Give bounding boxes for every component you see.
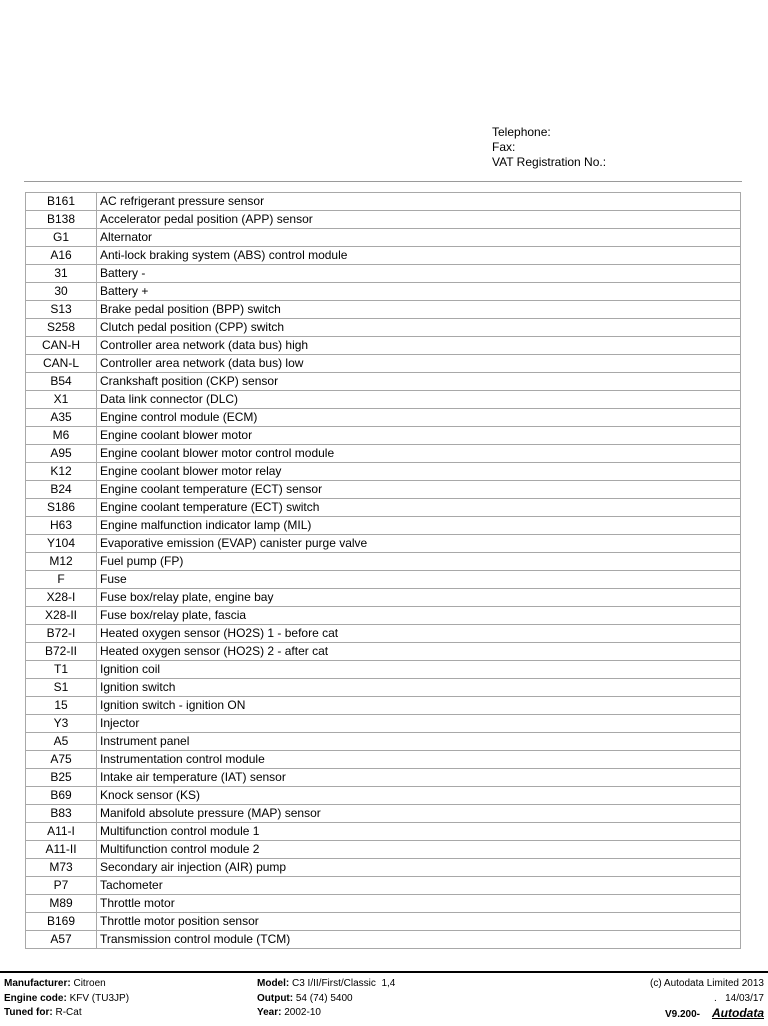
component-description: Fuel pump (FP) — [97, 553, 741, 571]
component-description: Secondary air injection (AIR) pump — [97, 859, 741, 877]
engine-code-label: Engine code: — [4, 992, 67, 1004]
fax-label: Fax: — [492, 140, 516, 154]
component-code: A16 — [26, 247, 97, 265]
component-description: AC refrigerant pressure sensor — [97, 193, 741, 211]
component-code: A11-II — [26, 841, 97, 859]
output-value: 54 (74) 5400 — [295, 992, 353, 1004]
component-description: Injector — [97, 715, 741, 733]
component-code: B54 — [26, 373, 97, 391]
component-description: Fuse box/relay plate, engine bay — [97, 589, 741, 607]
table-row — [26, 697, 741, 715]
model-label: Model: — [257, 978, 290, 989]
component-description: Tachometer — [97, 877, 741, 895]
component-description: Battery + — [97, 283, 741, 301]
table-row — [26, 463, 741, 481]
component-description: Alternator — [97, 229, 741, 247]
component-code: M6 — [26, 427, 97, 445]
component-code: A95 — [26, 445, 97, 463]
table-row — [26, 535, 741, 553]
table-row — [26, 301, 741, 319]
table-row — [26, 553, 741, 571]
component-description: Engine coolant temperature (ECT) sensor — [97, 481, 741, 499]
component-code: H63 — [26, 517, 97, 535]
component-code: B169 — [26, 913, 97, 931]
footer-vehicle-info — [4, 977, 129, 1021]
table-row — [26, 265, 741, 283]
component-code: F — [26, 571, 97, 589]
table-row — [26, 391, 741, 409]
table-row — [26, 481, 741, 499]
table-row — [26, 715, 741, 733]
component-code: CAN-L — [26, 355, 97, 373]
component-description: Fuse — [97, 571, 741, 589]
component-description: Crankshaft position (CKP) sensor — [97, 373, 741, 391]
component-code: M12 — [26, 553, 97, 571]
vat-label: VAT Registration No.: — [492, 155, 607, 169]
table-row — [26, 517, 741, 535]
component-code: M73 — [26, 859, 97, 877]
table-row — [26, 337, 741, 355]
table-row — [26, 319, 741, 337]
component-description: Accelerator pedal position (APP) sensor — [97, 211, 741, 229]
component-description: Multifunction control module 2 — [97, 841, 741, 859]
table-row — [26, 283, 741, 301]
table-row — [26, 805, 741, 823]
component-code: K12 — [26, 463, 97, 481]
component-description: Ignition switch — [97, 679, 741, 697]
table-row — [26, 409, 741, 427]
component-description: Engine control module (ECM) — [97, 409, 741, 427]
table-row — [26, 355, 741, 373]
legend-table-body — [26, 193, 741, 949]
component-description: Clutch pedal position (CPP) switch — [97, 319, 741, 337]
table-row — [26, 751, 741, 769]
component-code: G1 — [26, 229, 97, 247]
component-description: Manifold absolute pressure (MAP) sensor — [97, 805, 741, 823]
component-description: Heated oxygen sensor (HO2S) 2 - after cat — [97, 643, 741, 661]
autodata-logo: Autodata — [712, 1006, 764, 1020]
table-row — [26, 913, 741, 931]
table-row — [26, 373, 741, 391]
header-divider — [24, 181, 742, 182]
component-description: Brake pedal position (BPP) switch — [97, 301, 741, 319]
table-row — [26, 571, 741, 589]
table-row — [26, 895, 741, 913]
component-code: B83 — [26, 805, 97, 823]
component-code: 15 — [26, 697, 97, 715]
contact-block — [492, 125, 606, 170]
component-description: Engine coolant blower motor relay — [97, 463, 741, 481]
table-row — [26, 931, 741, 949]
component-legend-table — [25, 192, 741, 949]
table-row — [26, 499, 741, 517]
footer-publisher-info — [650, 977, 764, 1023]
component-code: 30 — [26, 283, 97, 301]
manufacturer-value: Citroen — [73, 978, 106, 989]
component-description: Battery - — [97, 265, 741, 283]
component-code: B24 — [26, 481, 97, 499]
component-code: X28-I — [26, 589, 97, 607]
document-footer — [0, 971, 768, 1026]
component-description: Intake air temperature (IAT) sensor — [97, 769, 741, 787]
component-description: Ignition switch - ignition ON — [97, 697, 741, 715]
component-code: B69 — [26, 787, 97, 805]
component-code: A35 — [26, 409, 97, 427]
component-code: B161 — [26, 193, 97, 211]
tuned-for-label: Tuned for: — [4, 1007, 53, 1018]
component-code: A75 — [26, 751, 97, 769]
component-code: A11-I — [26, 823, 97, 841]
component-code: X28-II — [26, 607, 97, 625]
component-code: CAN-H — [26, 337, 97, 355]
component-description: Fuse box/relay plate, fascia — [97, 607, 741, 625]
component-code: A57 — [26, 931, 97, 949]
table-row — [26, 445, 741, 463]
version-text: V9.200- — [664, 1009, 700, 1020]
component-code: 31 — [26, 265, 97, 283]
component-code: P7 — [26, 877, 97, 895]
engine-code-value: KFV (TU3JP) — [69, 992, 130, 1004]
component-code: B138 — [26, 211, 97, 229]
model-value: C3 I/II/First/Classic 1,4 — [292, 978, 396, 989]
component-code: B25 — [26, 769, 97, 787]
telephone-label: Telephone: — [492, 125, 551, 139]
table-row — [26, 769, 741, 787]
table-row — [26, 193, 741, 211]
table-row — [26, 787, 741, 805]
component-code: X1 — [26, 391, 97, 409]
table-row — [26, 661, 741, 679]
component-code: T1 — [26, 661, 97, 679]
table-row — [26, 643, 741, 661]
year-label: Year: — [257, 1007, 282, 1018]
component-description: Engine coolant temperature (ECT) switch — [97, 499, 741, 517]
component-code: S186 — [26, 499, 97, 517]
table-row — [26, 841, 741, 859]
table-row — [26, 427, 741, 445]
component-code: Y104 — [26, 535, 97, 553]
component-description: Instrumentation control module — [97, 751, 741, 769]
table-row — [26, 211, 741, 229]
component-code: Y3 — [26, 715, 97, 733]
table-row — [26, 679, 741, 697]
component-description: Ignition coil — [97, 661, 741, 679]
component-description: Instrument panel — [97, 733, 741, 751]
table-row — [26, 733, 741, 751]
tuned-for-value: R-Cat — [55, 1007, 82, 1018]
component-description: Anti-lock braking system (ABS) control module — [97, 247, 741, 265]
component-description: Throttle motor — [97, 895, 741, 913]
table-row — [26, 859, 741, 877]
component-description: Multifunction control module 1 — [97, 823, 741, 841]
table-row — [26, 229, 741, 247]
component-code: S13 — [26, 301, 97, 319]
component-code: M89 — [26, 895, 97, 913]
component-description: Heated oxygen sensor (HO2S) 1 - before cat — [97, 625, 741, 643]
component-description: Evaporative emission (EVAP) canister purge valve — [97, 535, 741, 553]
component-description: Controller area network (data bus) high — [97, 337, 741, 355]
copyright-text: (c) Autodata Limited 2013 — [650, 978, 764, 989]
component-description: Knock sensor (KS) — [97, 787, 741, 805]
component-code: A5 — [26, 733, 97, 751]
table-row — [26, 625, 741, 643]
table-row — [26, 589, 741, 607]
component-code: B72-I — [26, 625, 97, 643]
component-description: Engine malfunction indicator lamp (MIL) — [97, 517, 741, 535]
table-row — [26, 247, 741, 265]
component-description: Transmission control module (TCM) — [97, 931, 741, 949]
component-description: Data link connector (DLC) — [97, 391, 741, 409]
component-description: Engine coolant blower motor control module — [97, 445, 741, 463]
table-row — [26, 607, 741, 625]
manufacturer-label: Manufacturer: — [4, 978, 71, 989]
footer-model-info — [257, 977, 395, 1021]
print-date: . 14/03/17 — [713, 992, 764, 1004]
table-row — [26, 823, 741, 841]
component-code: B72-II — [26, 643, 97, 661]
component-description: Engine coolant blower motor — [97, 427, 741, 445]
table-row — [26, 877, 741, 895]
component-code: S258 — [26, 319, 97, 337]
output-label: Output: — [257, 992, 294, 1004]
year-value: 2002-10 — [284, 1007, 321, 1018]
component-code: S1 — [26, 679, 97, 697]
component-description: Throttle motor position sensor — [97, 913, 741, 931]
component-description: Controller area network (data bus) low — [97, 355, 741, 373]
